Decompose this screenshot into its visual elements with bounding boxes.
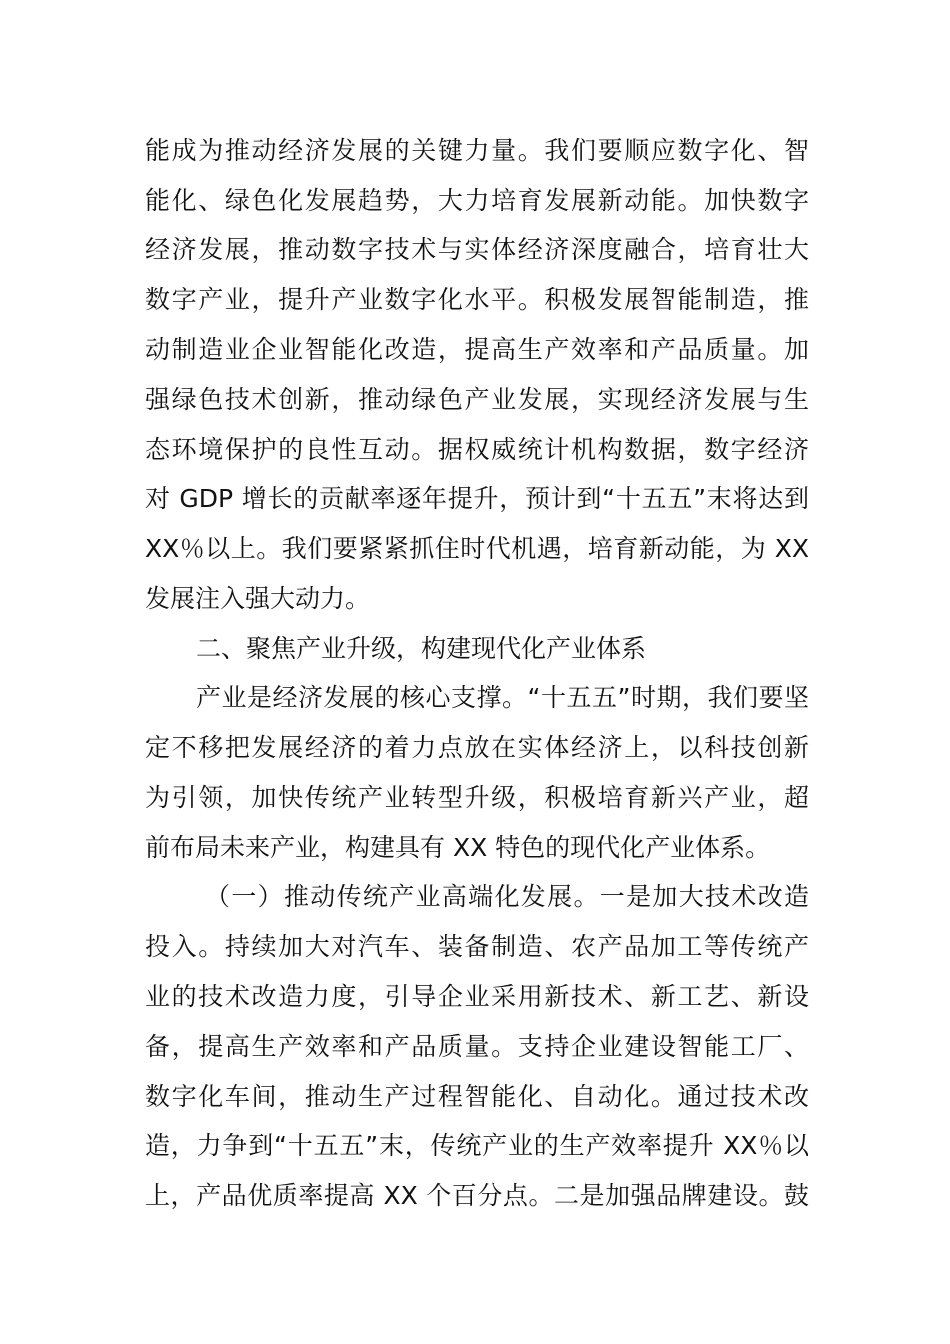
text-line: 对 GDP 增长的贡献率逐年提升，预计到“十五五”末将达到 xyxy=(145,484,809,513)
text-line: （一）推动传统产业高端化发展。一是加大技术改造 xyxy=(205,882,809,911)
text-line: 数字化车间，推动生产过程智能化、自动化。通过技术改 xyxy=(145,1082,809,1111)
text-line: 动制造业企业智能化改造，提高生产效率和产品质量。加 xyxy=(145,335,809,364)
text-line: 备，提高生产效率和产品质量。支持企业建设智能工厂、 xyxy=(145,1032,809,1061)
text-line: 能成为推动经济发展的关键力量。我们要顺应数字化、智 xyxy=(145,136,809,165)
text-line: 发展注入强大动力。 xyxy=(145,584,371,613)
text-line: 业的技术改造力度，引导企业采用新技术、新工艺、新设 xyxy=(145,982,809,1011)
section-heading: 二、聚焦产业升级，构建现代化产业体系 xyxy=(196,634,647,663)
text-line: 定不移把发展经济的着力点放在实体经济上，以科技创新 xyxy=(145,733,809,762)
text-line: 数字产业，提升产业数字化水平。积极发展智能制造，推 xyxy=(145,285,809,314)
text-line: 造，力争到“十五五”末，传统产业的生产效率提升 XX％以 xyxy=(145,1131,809,1160)
text-line: 投入。持续加大对汽车、装备制造、农产品加工等传统产 xyxy=(145,932,809,961)
text-line: 前布局未来产业，构建具有 XX 特色的现代化产业体系。 xyxy=(145,833,771,862)
text-line: 能化、绿色化发展趋势，大力培育发展新动能。加快数字 xyxy=(145,186,809,215)
text-line: 态环境保护的良性互动。据权威统计机构数据，数字经济 xyxy=(145,435,809,464)
text-line: 产业是经济发展的核心支撑。“十五五”时期，我们要坚 xyxy=(196,683,809,712)
text-line: 强绿色技术创新，推动绿色产业发展，实现经济发展与生 xyxy=(145,385,809,414)
text-line: 为引领，加快传统产业转型升级，积极培育新兴产业，超 xyxy=(145,783,809,812)
text-line: 上，产品优质率提高 XX 个百分点。二是加强品牌建设。鼓 xyxy=(145,1181,809,1210)
text-line: XX％以上。我们要紧紧抓住时代机遇，培育新动能，为 XX xyxy=(145,534,809,563)
text-line: 经济发展，推动数字技术与实体经济深度融合，培育壮大 xyxy=(145,235,809,264)
